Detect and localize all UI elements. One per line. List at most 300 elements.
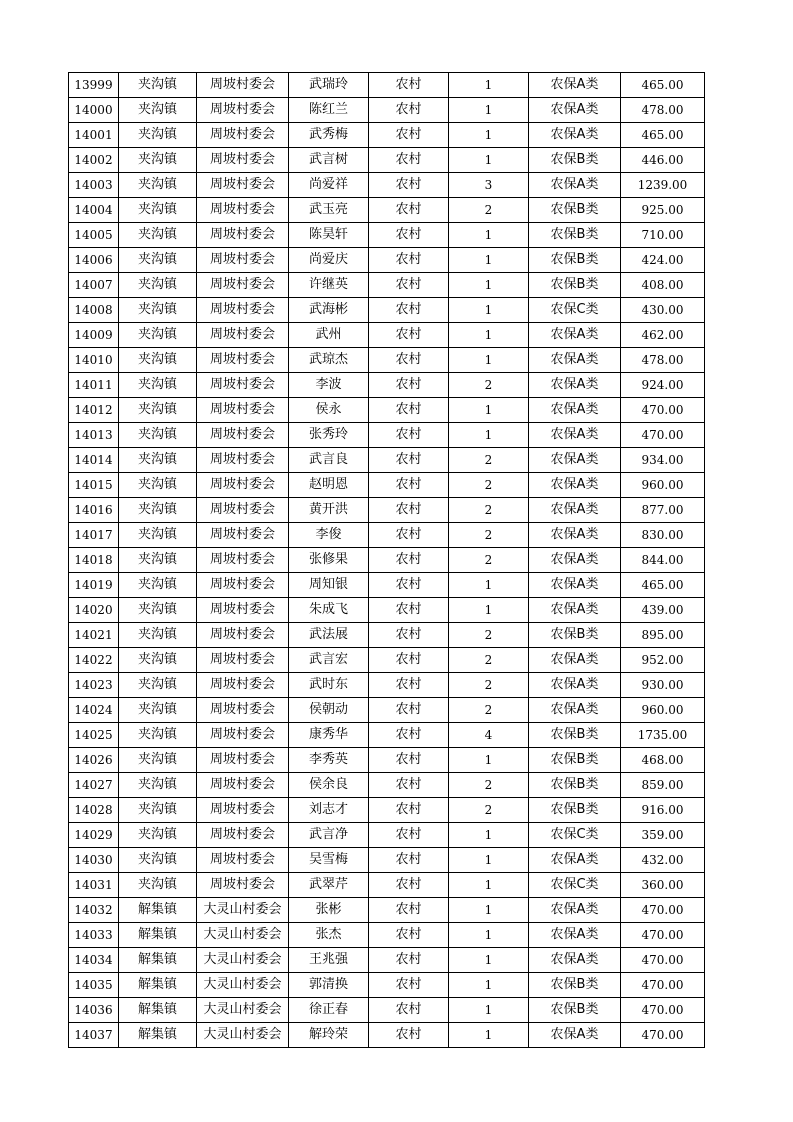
area-type-cell: 农村 [369,948,449,973]
village-cell: 周坡村委会 [197,148,289,173]
household-count-cell: 1 [449,98,529,123]
amount-cell: 478.00 [621,98,705,123]
village-cell: 周坡村委会 [197,723,289,748]
household-count-cell: 2 [449,548,529,573]
village-cell: 周坡村委会 [197,473,289,498]
insurance-type-cell: 农保A类 [529,73,621,98]
town-cell: 夹沟镇 [119,223,197,248]
name-cell: 武秀梅 [289,123,369,148]
amount-cell: 924.00 [621,373,705,398]
amount-cell: 470.00 [621,923,705,948]
household-count-cell: 2 [449,698,529,723]
table-row [69,98,705,123]
row-id-cell: 14001 [69,123,119,148]
name-cell: 侯余良 [289,773,369,798]
insurance-type-cell: 农保B类 [529,798,621,823]
table-row [69,748,705,773]
amount-cell: 960.00 [621,698,705,723]
row-id-cell: 13999 [69,73,119,98]
area-type-cell: 农村 [369,448,449,473]
insurance-type-cell: 农保A类 [529,898,621,923]
name-cell: 周知银 [289,573,369,598]
town-cell: 解集镇 [119,923,197,948]
household-count-cell: 1 [449,223,529,248]
area-type-cell: 农村 [369,223,449,248]
village-cell: 周坡村委会 [197,423,289,448]
name-cell: 武言树 [289,148,369,173]
name-cell: 武琼杰 [289,348,369,373]
insurance-type-cell: 农保C类 [529,873,621,898]
table-row [69,273,705,298]
row-id-cell: 14024 [69,698,119,723]
village-cell: 周坡村委会 [197,873,289,898]
village-cell: 周坡村委会 [197,273,289,298]
village-cell: 周坡村委会 [197,298,289,323]
name-cell: 李俊 [289,523,369,548]
area-type-cell: 农村 [369,998,449,1023]
name-cell: 侯永 [289,398,369,423]
area-type-cell: 农村 [369,823,449,848]
town-cell: 解集镇 [119,948,197,973]
name-cell: 武瑞玲 [289,73,369,98]
insurance-type-cell: 农保A类 [529,373,621,398]
table-row [69,248,705,273]
name-cell: 武言宏 [289,648,369,673]
village-cell: 大灵山村委会 [197,923,289,948]
amount-cell: 916.00 [621,798,705,823]
area-type-cell: 农村 [369,723,449,748]
insurance-type-cell: 农保A类 [529,423,621,448]
name-cell: 李秀英 [289,748,369,773]
village-cell: 周坡村委会 [197,98,289,123]
row-id-cell: 14004 [69,198,119,223]
amount-cell: 465.00 [621,73,705,98]
town-cell: 夹沟镇 [119,623,197,648]
row-id-cell: 14037 [69,1023,119,1048]
household-count-cell: 1 [449,598,529,623]
table-row [69,623,705,648]
name-cell: 武法展 [289,623,369,648]
insurance-type-cell: 农保B类 [529,748,621,773]
insurance-type-cell: 农保B类 [529,198,621,223]
table-row [69,698,705,723]
village-cell: 周坡村委会 [197,323,289,348]
village-cell: 周坡村委会 [197,398,289,423]
name-cell: 黄开洪 [289,498,369,523]
row-id-cell: 14000 [69,98,119,123]
table-row [69,498,705,523]
area-type-cell: 农村 [369,298,449,323]
row-id-cell: 14021 [69,623,119,648]
village-cell: 周坡村委会 [197,348,289,373]
village-cell: 周坡村委会 [197,73,289,98]
insurance-type-cell: 农保A类 [529,98,621,123]
row-id-cell: 14036 [69,998,119,1023]
table-row [69,73,705,98]
village-cell: 周坡村委会 [197,773,289,798]
area-type-cell: 农村 [369,573,449,598]
name-cell: 张秀玲 [289,423,369,448]
amount-cell: 432.00 [621,848,705,873]
village-cell: 周坡村委会 [197,673,289,698]
row-id-cell: 14006 [69,248,119,273]
amount-cell: 359.00 [621,823,705,848]
table-row [69,348,705,373]
table-row [69,598,705,623]
data-table [68,72,705,1048]
village-cell: 周坡村委会 [197,573,289,598]
table-body [69,73,705,1048]
insurance-type-cell: 农保C类 [529,298,621,323]
table-row [69,548,705,573]
insurance-type-cell: 农保B类 [529,248,621,273]
household-count-cell: 2 [449,773,529,798]
amount-cell: 960.00 [621,473,705,498]
town-cell: 解集镇 [119,998,197,1023]
area-type-cell: 农村 [369,673,449,698]
household-count-cell: 1 [449,298,529,323]
row-id-cell: 14033 [69,923,119,948]
row-id-cell: 14028 [69,798,119,823]
town-cell: 解集镇 [119,898,197,923]
insurance-type-cell: 农保B类 [529,223,621,248]
amount-cell: 925.00 [621,198,705,223]
village-cell: 周坡村委会 [197,823,289,848]
name-cell: 武翠芹 [289,873,369,898]
amount-cell: 470.00 [621,898,705,923]
row-id-cell: 14027 [69,773,119,798]
row-id-cell: 14009 [69,323,119,348]
town-cell: 夹沟镇 [119,773,197,798]
table-row [69,923,705,948]
area-type-cell: 农村 [369,698,449,723]
table-row [69,848,705,873]
table-row [69,523,705,548]
insurance-type-cell: 农保B类 [529,273,621,298]
amount-cell: 1239.00 [621,173,705,198]
area-type-cell: 农村 [369,148,449,173]
town-cell: 夹沟镇 [119,423,197,448]
area-type-cell: 农村 [369,423,449,448]
name-cell: 徐正春 [289,998,369,1023]
row-id-cell: 14032 [69,898,119,923]
village-cell: 周坡村委会 [197,123,289,148]
table-row [69,648,705,673]
town-cell: 夹沟镇 [119,348,197,373]
town-cell: 夹沟镇 [119,173,197,198]
household-count-cell: 2 [449,498,529,523]
table-row [69,823,705,848]
insurance-type-cell: 农保A类 [529,598,621,623]
row-id-cell: 14014 [69,448,119,473]
area-type-cell: 农村 [369,523,449,548]
household-count-cell: 1 [449,73,529,98]
table-row [69,798,705,823]
area-type-cell: 农村 [369,623,449,648]
household-count-cell: 2 [449,473,529,498]
row-id-cell: 14030 [69,848,119,873]
area-type-cell: 农村 [369,248,449,273]
row-id-cell: 14012 [69,398,119,423]
area-type-cell: 农村 [369,898,449,923]
town-cell: 夹沟镇 [119,123,197,148]
town-cell: 夹沟镇 [119,698,197,723]
table-row [69,323,705,348]
amount-cell: 439.00 [621,598,705,623]
insurance-type-cell: 农保B类 [529,773,621,798]
table-row [69,873,705,898]
name-cell: 武海彬 [289,298,369,323]
household-count-cell: 1 [449,323,529,348]
area-type-cell: 农村 [369,848,449,873]
village-cell: 周坡村委会 [197,223,289,248]
area-type-cell: 农村 [369,548,449,573]
row-id-cell: 14035 [69,973,119,998]
name-cell: 康秀华 [289,723,369,748]
table-row [69,223,705,248]
name-cell: 赵明恩 [289,473,369,498]
insurance-type-cell: 农保A类 [529,698,621,723]
insurance-type-cell: 农保B类 [529,723,621,748]
household-count-cell: 1 [449,748,529,773]
table-row [69,573,705,598]
row-id-cell: 14013 [69,423,119,448]
village-cell: 大灵山村委会 [197,973,289,998]
village-cell: 周坡村委会 [197,623,289,648]
amount-cell: 877.00 [621,498,705,523]
town-cell: 夹沟镇 [119,823,197,848]
name-cell: 郭清换 [289,973,369,998]
insurance-type-cell: 农保A类 [529,523,621,548]
area-type-cell: 农村 [369,798,449,823]
area-type-cell: 农村 [369,173,449,198]
amount-cell: 470.00 [621,973,705,998]
name-cell: 张彬 [289,898,369,923]
amount-cell: 859.00 [621,773,705,798]
village-cell: 大灵山村委会 [197,898,289,923]
name-cell: 许继英 [289,273,369,298]
amount-cell: 430.00 [621,298,705,323]
town-cell: 夹沟镇 [119,598,197,623]
household-count-cell: 1 [449,573,529,598]
amount-cell: 952.00 [621,648,705,673]
village-cell: 周坡村委会 [197,648,289,673]
table-row [69,948,705,973]
row-id-cell: 14026 [69,748,119,773]
area-type-cell: 农村 [369,73,449,98]
area-type-cell: 农村 [369,648,449,673]
table-row [69,423,705,448]
amount-cell: 360.00 [621,873,705,898]
row-id-cell: 14029 [69,823,119,848]
amount-cell: 408.00 [621,273,705,298]
town-cell: 夹沟镇 [119,798,197,823]
name-cell: 李波 [289,373,369,398]
amount-cell: 830.00 [621,523,705,548]
name-cell: 武言良 [289,448,369,473]
area-type-cell: 农村 [369,873,449,898]
table-row [69,723,705,748]
household-count-cell: 1 [449,973,529,998]
area-type-cell: 农村 [369,773,449,798]
household-count-cell: 1 [449,873,529,898]
table-row [69,398,705,423]
insurance-type-cell: 农保B类 [529,148,621,173]
household-count-cell: 4 [449,723,529,748]
town-cell: 夹沟镇 [119,448,197,473]
town-cell: 夹沟镇 [119,148,197,173]
insurance-type-cell: 农保A类 [529,948,621,973]
insurance-type-cell: 农保A类 [529,548,621,573]
name-cell: 武言净 [289,823,369,848]
household-count-cell: 1 [449,948,529,973]
table-row [69,773,705,798]
insurance-type-cell: 农保A类 [529,923,621,948]
town-cell: 夹沟镇 [119,498,197,523]
amount-cell: 465.00 [621,573,705,598]
town-cell: 夹沟镇 [119,648,197,673]
row-id-cell: 14007 [69,273,119,298]
row-id-cell: 14016 [69,498,119,523]
amount-cell: 468.00 [621,748,705,773]
town-cell: 夹沟镇 [119,873,197,898]
town-cell: 夹沟镇 [119,373,197,398]
table-row [69,998,705,1023]
row-id-cell: 14031 [69,873,119,898]
town-cell: 夹沟镇 [119,248,197,273]
household-count-cell: 1 [449,1023,529,1048]
name-cell: 尚爱庆 [289,248,369,273]
insurance-type-cell: 农保A类 [529,323,621,348]
household-count-cell: 1 [449,248,529,273]
name-cell: 尚爱祥 [289,173,369,198]
household-count-cell: 2 [449,623,529,648]
row-id-cell: 14008 [69,298,119,323]
insurance-type-cell: 农保A类 [529,123,621,148]
household-count-cell: 2 [449,523,529,548]
amount-cell: 470.00 [621,423,705,448]
table-row [69,973,705,998]
row-id-cell: 14020 [69,598,119,623]
row-id-cell: 14015 [69,473,119,498]
table-row [69,198,705,223]
village-cell: 周坡村委会 [197,698,289,723]
town-cell: 夹沟镇 [119,398,197,423]
name-cell: 张修果 [289,548,369,573]
insurance-type-cell: 农保B类 [529,623,621,648]
row-id-cell: 14025 [69,723,119,748]
table-row [69,448,705,473]
row-id-cell: 14018 [69,548,119,573]
area-type-cell: 农村 [369,323,449,348]
area-type-cell: 农村 [369,123,449,148]
village-cell: 周坡村委会 [197,548,289,573]
table-row [69,173,705,198]
village-cell: 大灵山村委会 [197,948,289,973]
insurance-type-cell: 农保A类 [529,398,621,423]
row-id-cell: 14011 [69,373,119,398]
name-cell: 陈昊轩 [289,223,369,248]
area-type-cell: 农村 [369,398,449,423]
household-count-cell: 2 [449,373,529,398]
amount-cell: 710.00 [621,223,705,248]
amount-cell: 895.00 [621,623,705,648]
household-count-cell: 2 [449,648,529,673]
table-row [69,1023,705,1048]
table-row [69,473,705,498]
insurance-type-cell: 农保A类 [529,173,621,198]
row-id-cell: 14034 [69,948,119,973]
area-type-cell: 农村 [369,273,449,298]
area-type-cell: 农村 [369,748,449,773]
row-id-cell: 14017 [69,523,119,548]
amount-cell: 470.00 [621,998,705,1023]
table-row [69,148,705,173]
household-count-cell: 1 [449,998,529,1023]
town-cell: 夹沟镇 [119,573,197,598]
town-cell: 夹沟镇 [119,523,197,548]
village-cell: 周坡村委会 [197,798,289,823]
area-type-cell: 农村 [369,348,449,373]
row-id-cell: 14019 [69,573,119,598]
town-cell: 夹沟镇 [119,273,197,298]
insurance-type-cell: 农保A类 [529,348,621,373]
name-cell: 王兆强 [289,948,369,973]
area-type-cell: 农村 [369,98,449,123]
town-cell: 夹沟镇 [119,548,197,573]
insurance-type-cell: 农保C类 [529,823,621,848]
row-id-cell: 14023 [69,673,119,698]
row-id-cell: 14022 [69,648,119,673]
amount-cell: 930.00 [621,673,705,698]
village-cell: 周坡村委会 [197,198,289,223]
town-cell: 解集镇 [119,973,197,998]
area-type-cell: 农村 [369,198,449,223]
household-count-cell: 2 [449,673,529,698]
town-cell: 夹沟镇 [119,298,197,323]
amount-cell: 470.00 [621,948,705,973]
name-cell: 张杰 [289,923,369,948]
insurance-type-cell: 农保A类 [529,1023,621,1048]
amount-cell: 446.00 [621,148,705,173]
household-count-cell: 1 [449,823,529,848]
amount-cell: 465.00 [621,123,705,148]
name-cell: 武时东 [289,673,369,698]
insurance-type-cell: 农保A类 [529,648,621,673]
village-cell: 周坡村委会 [197,523,289,548]
name-cell: 武玉亮 [289,198,369,223]
name-cell: 武州 [289,323,369,348]
village-cell: 周坡村委会 [197,248,289,273]
household-count-cell: 1 [449,848,529,873]
insurance-type-cell: 农保A类 [529,673,621,698]
insurance-type-cell: 农保A类 [529,498,621,523]
area-type-cell: 农村 [369,598,449,623]
amount-cell: 424.00 [621,248,705,273]
area-type-cell: 农村 [369,973,449,998]
insurance-type-cell: 农保A类 [529,573,621,598]
village-cell: 周坡村委会 [197,498,289,523]
town-cell: 夹沟镇 [119,73,197,98]
name-cell: 刘志才 [289,798,369,823]
row-id-cell: 14003 [69,173,119,198]
household-count-cell: 1 [449,273,529,298]
village-cell: 周坡村委会 [197,373,289,398]
town-cell: 夹沟镇 [119,198,197,223]
row-id-cell: 14010 [69,348,119,373]
area-type-cell: 农村 [369,1023,449,1048]
town-cell: 夹沟镇 [119,323,197,348]
